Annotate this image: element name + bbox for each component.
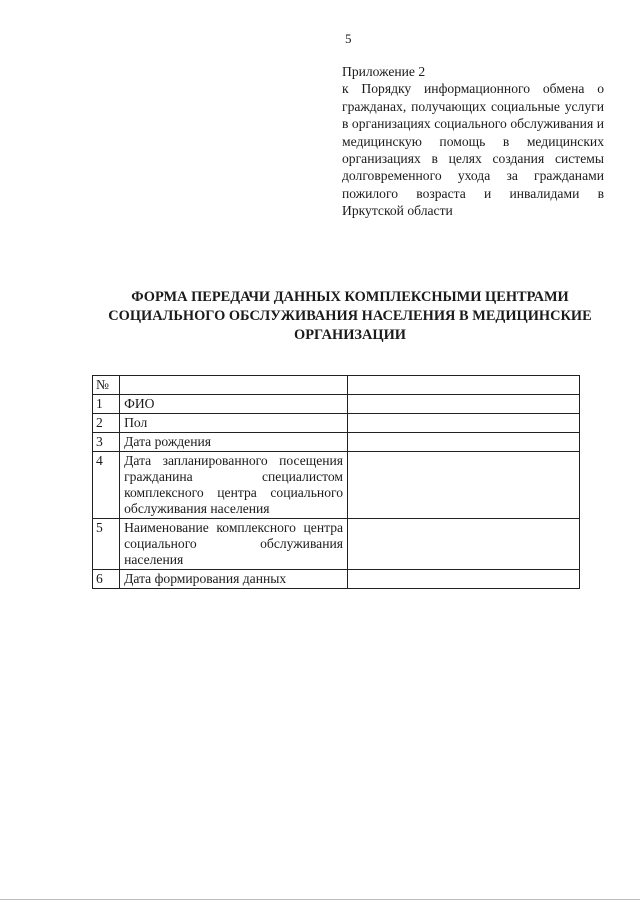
- row-label: Дата формирования данных: [120, 570, 348, 589]
- row-num: 3: [93, 433, 120, 452]
- row-label: Наименование комплексного центра социального обслуживания населения: [120, 519, 348, 570]
- form-title: ФОРМА ПЕРЕДАЧИ ДАННЫХ КОМПЛЕКСНЫМИ ЦЕНТРАМИ СОЦИАЛЬНОГО ОБСЛУЖИВАНИЯ НАСЕЛЕНИЯ В МЕДИЦИНСКИЕ ОРГАНИЗАЦИИ: [108, 289, 592, 343]
- appendix-title: Приложение 2: [342, 64, 426, 79]
- header-num: №: [93, 376, 120, 395]
- appendix-block: [342, 63, 604, 220]
- row-value: [348, 452, 580, 519]
- table-row: [93, 452, 580, 519]
- row-value: [348, 414, 580, 433]
- row-label: ФИО: [120, 395, 348, 414]
- appendix-text: к Порядку информационного обмена о гражданах, получающих социальные услуги в организациях социального обслуживания и медицинскую помощь в медицинских организациях в целях создания системы долговременного ухода за гражданами пожилого возраста и инвалидами в Иркутской области: [342, 81, 604, 219]
- row-num: 2: [93, 414, 120, 433]
- row-value: [348, 570, 580, 589]
- table-row: [93, 395, 580, 414]
- table-row: [93, 519, 580, 570]
- row-num: 5: [93, 519, 120, 570]
- table-row: [93, 433, 580, 452]
- header-label: [120, 376, 348, 395]
- header-value: [348, 376, 580, 395]
- row-label: Дата запланированного посещения гражданина специалистом комплексного центра социального обслуживания населения: [120, 452, 348, 519]
- page-number: 5: [345, 31, 352, 46]
- table-header-row: [93, 376, 580, 395]
- row-label: Пол: [120, 414, 348, 433]
- data-table: [92, 375, 580, 589]
- row-value: [348, 519, 580, 570]
- row-label: Дата рождения: [120, 433, 348, 452]
- row-num: 6: [93, 570, 120, 589]
- table-row: [93, 570, 580, 589]
- row-num: 1: [93, 395, 120, 414]
- scan-edge-divider: [0, 899, 640, 900]
- row-value: [348, 433, 580, 452]
- row-num: 4: [93, 452, 120, 519]
- row-value: [348, 395, 580, 414]
- table-row: [93, 414, 580, 433]
